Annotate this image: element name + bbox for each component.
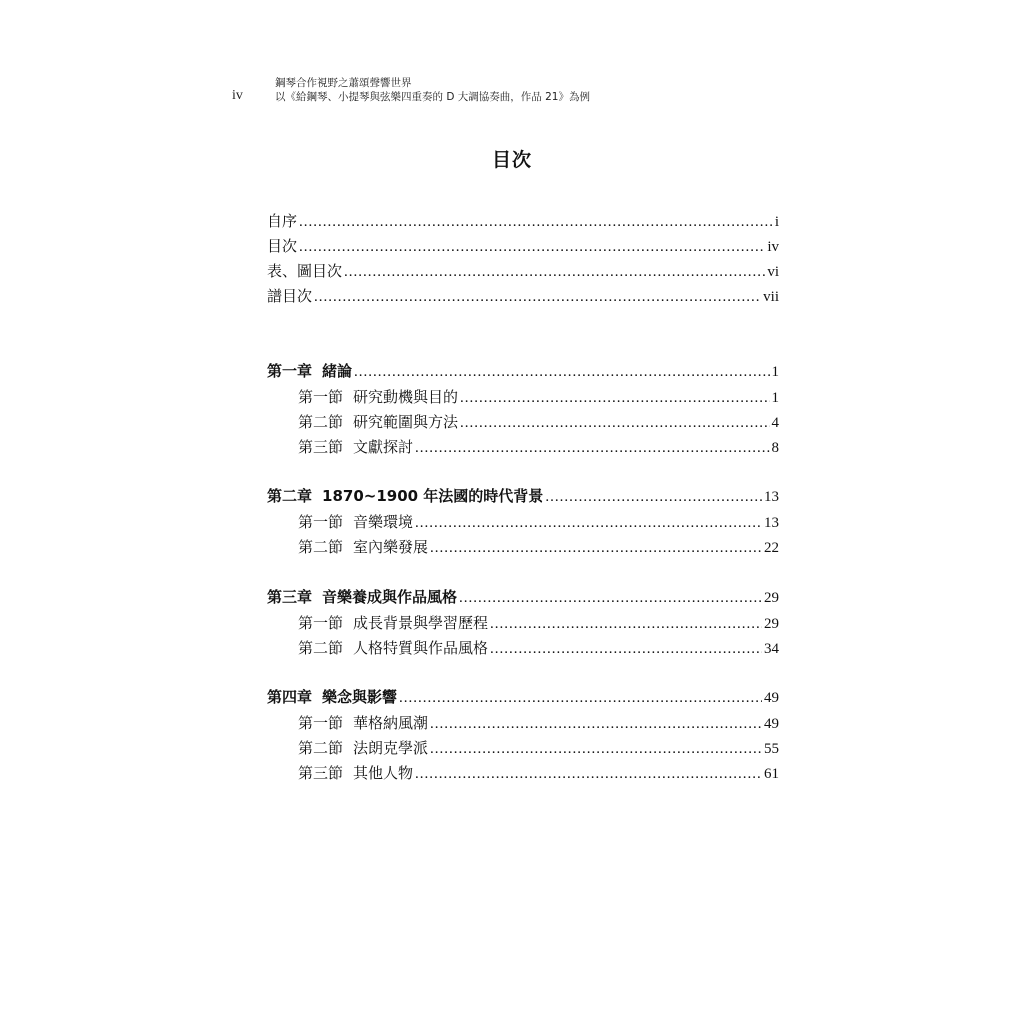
section-title: 成長背景與學習歷程 xyxy=(353,614,489,632)
toc-entry-page: 29 xyxy=(764,616,779,632)
toc-title: 目次 xyxy=(491,149,532,171)
toc-section-1-1 xyxy=(298,386,779,410)
toc-entry-label xyxy=(267,360,352,381)
section-prefix: 第二節 xyxy=(298,639,344,657)
dot-leader xyxy=(430,540,762,557)
dot-leader xyxy=(460,390,769,407)
toc-entry-label xyxy=(298,411,458,432)
toc-section-2-1 xyxy=(298,511,779,535)
section-prefix: 第三節 xyxy=(298,764,344,782)
chapter-prefix: 第二章 xyxy=(267,487,313,505)
section-prefix: 第二節 xyxy=(298,413,344,431)
toc-entry-page: 61 xyxy=(764,766,779,782)
running-title-line2: 以《給鋼琴、小提琴與弦樂四重奏的 D 大調協奏曲，作品 21》為例 xyxy=(275,91,590,103)
toc-entry-preface xyxy=(267,210,779,234)
chapter-prefix: 第四章 xyxy=(267,688,313,706)
toc-chapter-4 xyxy=(267,686,779,710)
toc-entry-label xyxy=(298,712,428,733)
section-title: 研究動機與目的 xyxy=(353,388,459,406)
section-title: 華格納風潮 xyxy=(353,714,429,732)
toc-entry-label xyxy=(298,737,428,758)
dot-leader xyxy=(415,766,762,783)
toc-entry-page: vi xyxy=(767,264,779,280)
toc-entry-page: 22 xyxy=(764,540,779,556)
dot-leader xyxy=(430,741,762,758)
dot-leader xyxy=(299,214,773,231)
section-title: 研究範圍與方法 xyxy=(353,413,459,431)
dot-leader xyxy=(415,440,769,457)
section-prefix: 第二節 xyxy=(298,538,344,556)
section-prefix: 第一節 xyxy=(298,513,344,531)
toc-section-4-1 xyxy=(298,712,779,736)
toc-entry-label xyxy=(298,612,488,633)
toc-section-4-2 xyxy=(298,737,779,761)
toc-section-1-2 xyxy=(298,411,779,435)
chapter-title: 樂念與影響 xyxy=(322,688,398,706)
toc-entry-contents xyxy=(267,235,779,259)
toc-entry-page: 49 xyxy=(764,690,779,706)
toc-section-2-2 xyxy=(298,536,779,560)
dot-leader xyxy=(344,264,765,281)
section-prefix: 第一節 xyxy=(298,714,344,732)
toc-entry-label xyxy=(298,762,413,783)
chapter-prefix: 第三章 xyxy=(267,588,313,606)
toc-entry-label: 自序 xyxy=(267,212,298,230)
toc-entry-label xyxy=(298,536,428,557)
section-title: 音樂環境 xyxy=(353,513,414,531)
dot-leader xyxy=(299,239,765,256)
toc-entry-page: 4 xyxy=(771,415,779,431)
dot-leader xyxy=(490,616,762,633)
chapter-prefix: 第一章 xyxy=(267,362,313,380)
toc-entry-label: 目次 xyxy=(267,237,298,255)
toc-entry-label xyxy=(267,686,397,707)
section-title: 其他人物 xyxy=(353,764,414,782)
running-title-line1: 鋼琴合作視野之蕭頌聲響世界 xyxy=(275,77,412,89)
chapter-title: 1870~1900 年法國的時代背景 xyxy=(322,487,544,505)
toc-entry-page: 1 xyxy=(771,390,779,406)
toc-entry-page: 55 xyxy=(764,741,779,757)
toc-entry-label xyxy=(298,436,413,457)
dot-leader xyxy=(430,716,762,733)
section-title: 法朗克學派 xyxy=(353,739,429,757)
dot-leader xyxy=(490,641,762,658)
toc-entry-page: 29 xyxy=(764,590,779,606)
toc-entry-label xyxy=(298,386,458,407)
toc-entry-label: 表、圖目次 xyxy=(267,262,343,280)
section-title: 人格特質與作品風格 xyxy=(353,639,489,657)
section-title: 室內樂發展 xyxy=(353,538,429,556)
toc-entry-label xyxy=(267,586,457,607)
toc-chapter-2 xyxy=(267,485,779,509)
toc-entry-page: 49 xyxy=(764,716,779,732)
section-prefix: 第三節 xyxy=(298,438,344,456)
section-prefix: 第二節 xyxy=(298,739,344,757)
toc-entry-label: 譜目次 xyxy=(267,287,313,305)
toc-entry-page: i xyxy=(774,214,779,230)
page-number: iv xyxy=(232,88,243,103)
toc-entry-page: vii xyxy=(763,289,779,305)
dot-leader xyxy=(460,415,769,432)
toc-entry-label xyxy=(298,637,488,658)
toc-section-4-3 xyxy=(298,762,779,786)
toc-entry-page: 1 xyxy=(771,364,779,380)
dot-leader xyxy=(354,364,769,381)
dot-leader xyxy=(459,590,762,607)
toc-entry-page: 34 xyxy=(764,641,779,657)
toc-entry-page: iv xyxy=(767,239,779,255)
toc-entry-page: 8 xyxy=(771,440,779,456)
dot-leader xyxy=(545,489,762,506)
dot-leader xyxy=(415,515,762,532)
section-prefix: 第一節 xyxy=(298,614,344,632)
dot-leader xyxy=(314,289,761,306)
dot-leader xyxy=(399,690,762,707)
toc-section-1-3 xyxy=(298,436,779,460)
running-title xyxy=(275,76,590,104)
chapter-title: 音樂養成與作品風格 xyxy=(322,588,458,606)
toc-entry-label xyxy=(267,485,543,506)
toc-chapter-3 xyxy=(267,586,779,610)
section-prefix: 第一節 xyxy=(298,388,344,406)
section-title: 文獻探討 xyxy=(353,438,414,456)
toc-chapter-1 xyxy=(267,360,779,384)
toc-entry-scores xyxy=(267,285,779,309)
toc-entry-page: 13 xyxy=(764,515,779,531)
toc-entry-page: 13 xyxy=(764,489,779,505)
toc-entry-tables-figures xyxy=(267,260,779,284)
toc-entry-label xyxy=(298,511,413,532)
chapter-title: 緒論 xyxy=(322,362,353,380)
toc-section-3-2 xyxy=(298,637,779,661)
toc-section-3-1 xyxy=(298,612,779,636)
